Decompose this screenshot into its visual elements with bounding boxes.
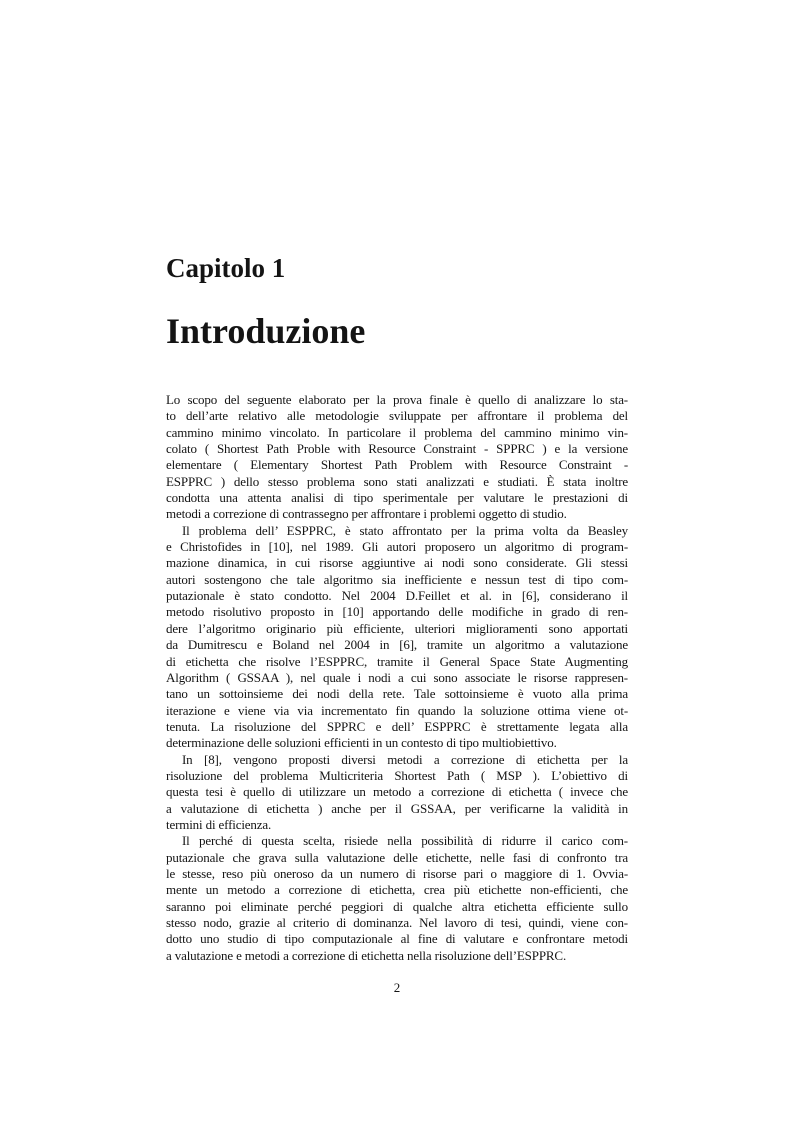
body-line: mazione dinamica, in cui risorse aggiuntive ai nodi sono considerate. Gli stessi — [166, 555, 628, 571]
body-line: ESPPRC ) dello stesso problema sono stati analizzati e studiati. È stata inoltre — [166, 473, 628, 489]
body-line: termini di efficienza. — [166, 816, 272, 832]
body-line: saranno poi eliminate perché peggiori di qualche altra etichetta efficiente sullo — [166, 898, 628, 914]
body-line: In [8], vengono proposti diversi metodi a correzione di etichetta per la — [182, 751, 628, 767]
body-line: a valutazione di etichetta ) anche per il GSSAA, per verificarne la validità in — [166, 800, 628, 816]
body-line: to dell’arte relativo alle metodologie sviluppate per affrontare il problema del — [166, 408, 628, 424]
body-line: autori sostengono che tale algoritmo sia inefficiente e nessun test di tipo com- — [166, 571, 628, 587]
body-line: stesso nodo, grazie al criterio di dominanza. Nel lavoro di tesi, quindi, viene con- — [166, 915, 628, 930]
body-text — [166, 392, 628, 964]
body-line: determinazione delle soluzioni efficienti in un contesto di tipo multiobiettivo. — [166, 735, 557, 751]
body-line: da Dumitrescu e Boland nel 2004 in [6], tramite un algoritmo a valutazione — [166, 637, 628, 653]
body-line: questa tesi è quello di utilizzare un metodo a correzione di etichetta ( invece che — [166, 784, 628, 800]
body-line: tenuta. La risoluzione del SPPRC e dell’ ESPPRC è strettamente legata alla — [166, 718, 628, 734]
body-line: Il perché di questa scelta, risiede nella possibilità di ridurre il carico com- — [182, 833, 628, 849]
paragraph — [166, 752, 628, 834]
body-line: risoluzione del problema Multicriteria Shortest Path ( MSP ). L’obiettivo di — [166, 767, 628, 783]
body-line: Lo scopo del seguente elaborato per la prova finale è quello di analizzare lo sta- — [166, 392, 628, 407]
body-line: dere l’algoritmo originario più efficiente, ulteriori miglioramenti sono apportati — [166, 620, 628, 636]
body-line: di etichetta che risolve l’ESPPRC, tramite il General Space State Augmenting — [166, 653, 628, 669]
body-line: e Christofides in [10], nel 1989. Gli autori proposero un algoritmo di program- — [166, 539, 628, 555]
paragraph — [166, 392, 628, 523]
paragraph — [166, 833, 628, 964]
body-line: metodi a correzione di contrassegno per affrontare i problemi oggetto di studio. — [166, 506, 567, 522]
body-line: putazionale è stato condotto. Nel 2004 D.Feillet et al. in [6], considerano il — [166, 588, 628, 604]
body-line: putazionale che grava sulla valutazione delle etichette, nelle fasi di confronto tra — [166, 849, 628, 865]
body-line: tano un sottoinsieme dei nodi della rete. Tale sottoinsieme è vuoto alla prima — [166, 686, 628, 702]
page-number: 2 — [393, 980, 401, 995]
paragraph — [166, 523, 628, 752]
body-line: mente un metodo a correzione di etichetta, crea più etichette non-efficienti, che — [166, 882, 628, 898]
body-line: elementare ( Elementary Shortest Path Problem with Resource Constraint - — [166, 457, 628, 473]
body-line: cammino minimo vincolato. In particolare il problema del cammino minimo vin- — [166, 424, 628, 440]
body-line: colato ( Shortest Path Proble with Resource Constraint - SPPRC ) e la versione — [166, 441, 628, 457]
body-line: Il problema dell’ ESPPRC, è stato affrontato per la prima volta da Beasley — [182, 522, 628, 538]
chapter-title: Introduzione — [166, 311, 366, 351]
body-line: le stesse, reso più oneroso da un numero di risorse pari o maggiore di 1. Ovvia- — [166, 865, 628, 881]
body-line: a valutazione e metodi a correzione di etichetta nella risoluzione dell’ESPPRC. — [166, 947, 567, 963]
body-line: dotto uno studio di tipo computazionale al fine di valutare e confrontare metodi — [166, 931, 628, 947]
body-line: metodo risolutivo proposto in [10] apportando delle modifiche in grado di ren- — [166, 604, 628, 620]
body-line: iterazione e viene via via incrementato fin quando la soluzione ottima viene ot- — [166, 702, 628, 718]
body-line: Algorithm ( GSSAA ), nel quale i nodi a cui sono associate le risorse rappresen- — [166, 669, 628, 685]
body-line: condotta una attenta analisi di tipo sperimentale per valutare le prestazioni di — [166, 490, 628, 506]
chapter-label: Capitolo 1 — [166, 253, 286, 283]
